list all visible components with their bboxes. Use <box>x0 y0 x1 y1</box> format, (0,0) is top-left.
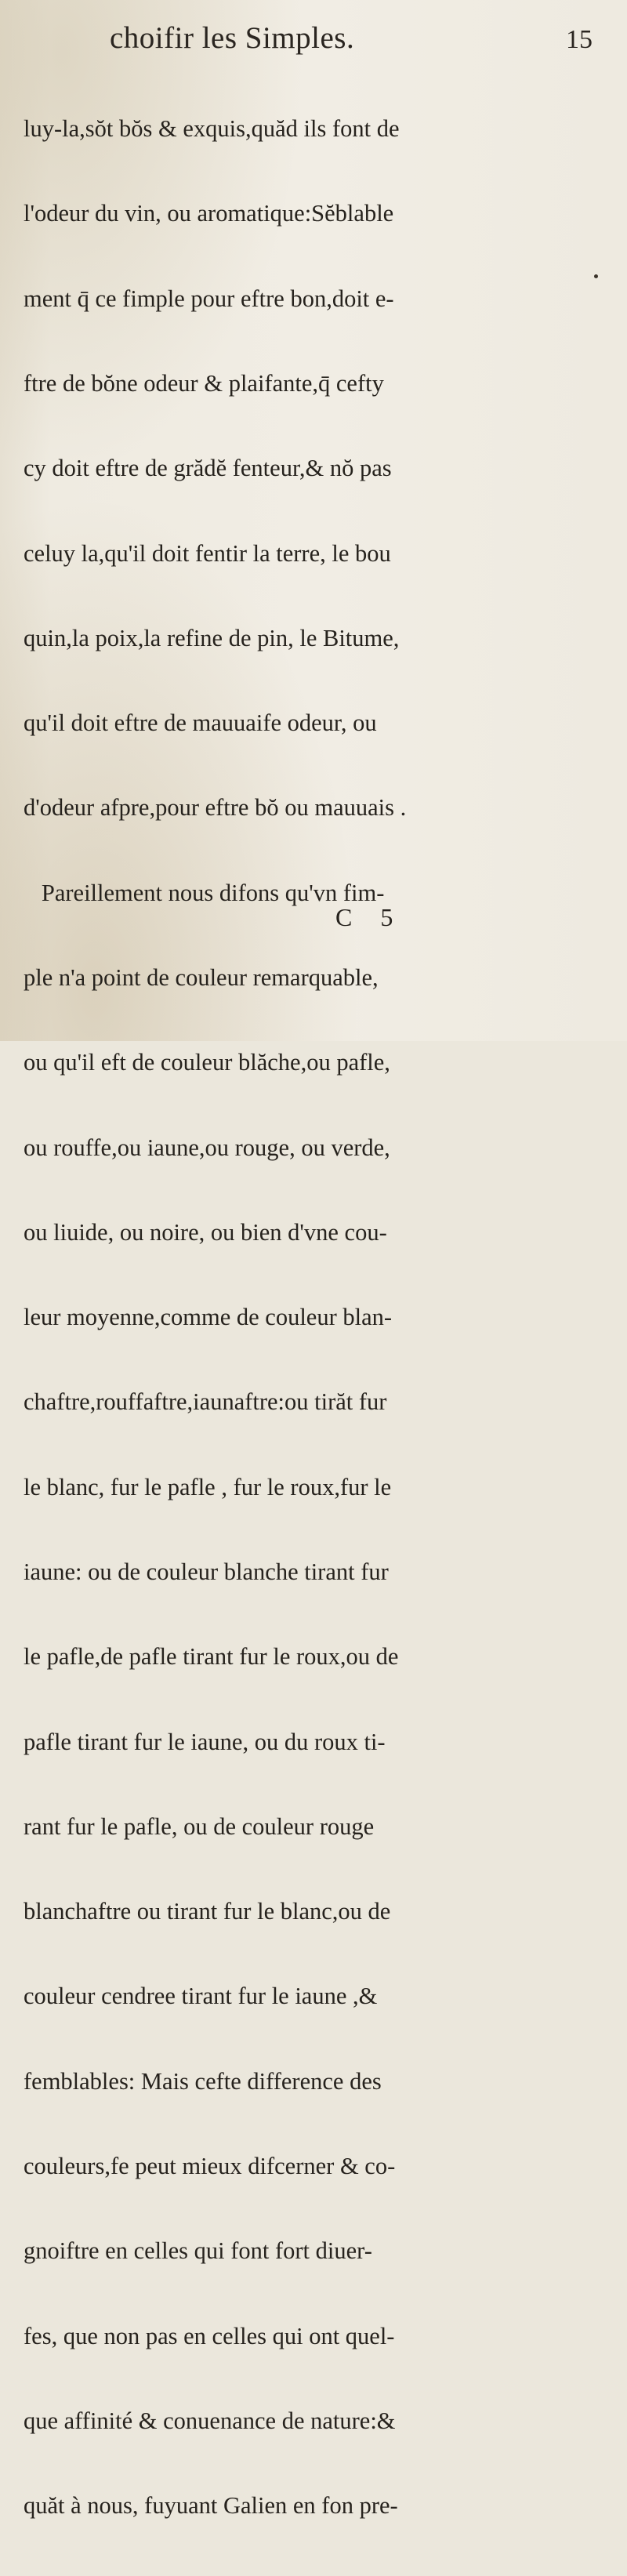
text-line: quin,la poix,la refine de pin, le Bitume, <box>24 624 400 651</box>
text-line: gnoiftre en celles qui font fort diuer- <box>24 2237 372 2265</box>
text-line: l'odeur du vin, ou aromatique:Sĕblable <box>24 200 394 227</box>
text-line: ment q̄ ce fimple pour eftre bon,doit e- <box>24 285 394 312</box>
text-line: ou qu'il eft de couleur blăche,ou pafle, <box>24 1049 390 1076</box>
text-line: femblables: Mais cefte difference des <box>24 2067 382 2095</box>
text-line: couleurs,fe peut mieux difcerner & co- <box>24 2152 396 2179</box>
text-line: rant fur le pafle, ou de couleur rouge <box>24 1812 375 1840</box>
text-line: le pafle,de pafle tirant fur le roux,ou de <box>24 1643 399 1671</box>
text-line: qu'il doit eftre de mauuaife odeur, ou <box>24 709 377 737</box>
body-text <box>24 58 603 2576</box>
text-line: cy doit eftre de grădĕ fenteur,& nŏ pas <box>24 455 392 482</box>
ink-speck <box>594 274 598 278</box>
text-line: d'odeur afpre,pour eftre bŏ ou mauuais . <box>24 794 407 822</box>
text-line: iaune: ou de couleur blanche tirant fur <box>24 1558 389 1585</box>
text-line: ou rouffe,ou iaune,ou rouge, ou verde, <box>24 1134 390 1161</box>
text-line: fes, que non pas en celles qui ont quel- <box>24 2322 395 2349</box>
running-head: choifir les Simples. <box>110 21 355 55</box>
text-line: ou liuide, ou noire, ou bien d'vne cou- <box>24 1218 387 1246</box>
text-line: celuy la,qu'il doit fentir la terre, le bou <box>24 539 391 567</box>
text-line: couleur cendree tirant fur le iaune ,& <box>24 1983 378 2010</box>
signature-mark: C 5 <box>335 903 404 931</box>
text-line: ftre de bŏne odeur & plaifante,q̄ cefty <box>24 370 384 397</box>
text-line: quăt à nous, fuyuant Galien en fon pre- <box>24 2492 398 2520</box>
page-number: 15 <box>566 25 593 54</box>
page-header <box>0 19 627 63</box>
text-line: que affinité & conuenance de nature:& <box>24 2407 396 2434</box>
paragraph-start-line: Pareillement nous difons qu'vn fim- <box>24 879 385 906</box>
text-line: luy-la,sŏt bŏs & exquis,quăd ils font de <box>24 115 400 143</box>
text-line: leur moyenne,comme de couleur blan- <box>24 1304 393 1331</box>
text-line: blanchaftre ou tirant fur le blanc,ou de <box>24 1898 391 1925</box>
text-line: pafle tirant fur le iaune, ou du roux ti- <box>24 1728 386 1755</box>
text-line: chaftre,rouffaftre,iaunaftre:ou tirăt fur <box>24 1388 387 1416</box>
text-line: ple n'a point de couleur remarquable, <box>24 964 379 991</box>
text-line: le blanc, fur le pafle , fur le roux,fur le <box>24 1473 392 1500</box>
